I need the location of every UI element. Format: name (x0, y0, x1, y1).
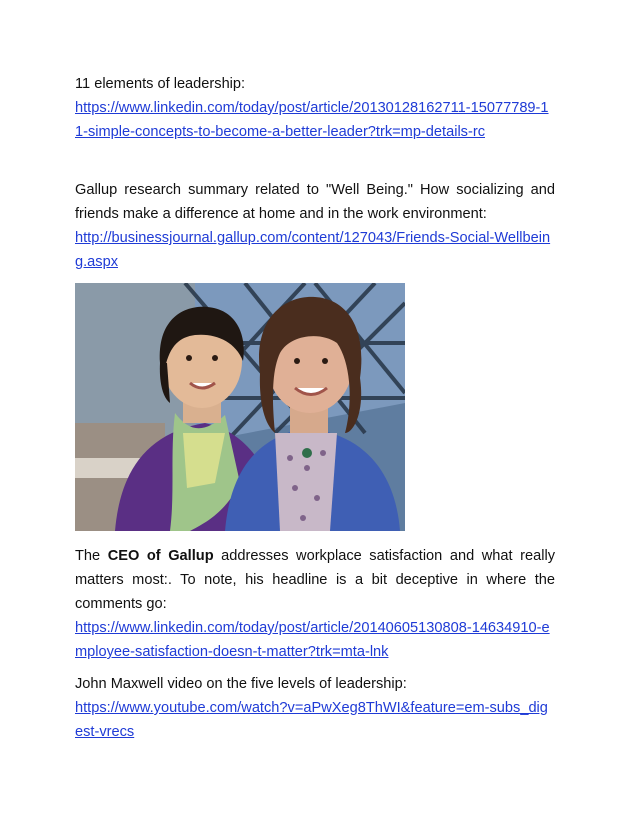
linkedin-leadership-link[interactable]: https://www.linkedin.com/today/post/article/20130128162711-15077789-11-simple-concepts-to-become-a-better-leader?trk=mp-details-rc (75, 100, 549, 140)
paragraph-gallup-wellbeing (75, 178, 555, 274)
gallup-wellbeing-link[interactable]: http://businessjournal.gallup.com/content/127043/Friends-Social-Wellbeing.aspx (75, 230, 551, 270)
paragraph-leadership-elements (75, 72, 555, 144)
photo-two-women (75, 283, 405, 531)
youtube-maxwell-link[interactable]: https://www.youtube.com/watch?v=aPwXeg8ThWI&feature=em-subs_digest-vrecs (75, 700, 548, 740)
text-body: addresses workplace satisfaction and what really matters most:. To note, his headline is a bit deceptive in where the comments go: (75, 548, 555, 612)
paragraph-john-maxwell (75, 672, 555, 744)
paragraph-text: Gallup research summary related to "Well Being." How socializing and friends make a difference at home and in the work environment: (75, 182, 555, 222)
paragraph-text: 11 elements of leadership: (75, 76, 246, 92)
linkedin-employee-satisfaction-link[interactable]: https://www.linkedin.com/today/post/article/20140605130808-14634910-employee-satisfaction-doesn-t-matter?trk=mta-lnk (75, 620, 550, 660)
paragraph-gallup-ceo (75, 544, 555, 664)
ceo-of-gallup-bold: CEO of Gallup (107, 548, 214, 564)
paragraph-text: John Maxwell video on the five levels of leadership: (75, 676, 407, 692)
text-prefix: The (75, 548, 108, 564)
paragraph-text (75, 544, 555, 616)
